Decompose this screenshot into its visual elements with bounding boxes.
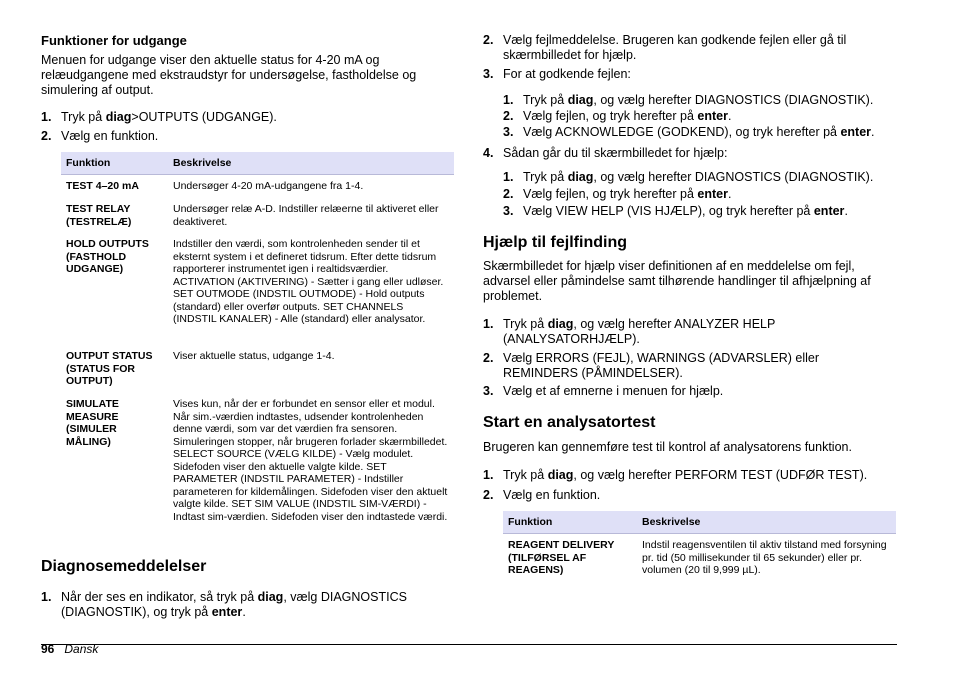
step-number: 3. — [483, 67, 494, 81]
table-row — [503, 539, 894, 577]
troubleshooting-intro: Skærmbilledet for hjælp viser definitionen af en meddelelse om fejl, advarsel eller påmindelse samt tilhørende handlinger til afhjælpning af problemet. — [483, 259, 871, 303]
analyzer-test-table — [503, 511, 896, 581]
help-substep-2 — [503, 187, 897, 202]
step-text: , og vælg herefter DIAGNOSTICS (DIAGNOSTIK). — [593, 170, 874, 184]
table-header — [61, 152, 454, 175]
step-number: 2. — [483, 33, 494, 47]
table-cell-function: TEST 4–20 mA — [66, 180, 139, 192]
step-number: 2. — [483, 488, 494, 502]
outputs-step-1 — [41, 110, 455, 125]
table-row — [61, 350, 448, 388]
step-text: . — [844, 204, 848, 218]
step-text: . — [727, 109, 732, 123]
step-bold: enter — [211, 605, 243, 619]
step-number: 4. — [483, 146, 494, 160]
step-text: . — [871, 125, 875, 139]
diag-step-2 — [483, 33, 883, 63]
step-text: , og vælg herefter ANALYZER HELP (ANALYSATORHJÆLP). — [503, 317, 776, 346]
diag-step-3 — [483, 67, 883, 82]
step-text: , vælg DIAGNOSTICS (DIAGNOSTIK), og tryk på — [61, 590, 407, 619]
section-heading-troubleshooting: Hjælp til fejlfinding — [483, 234, 627, 251]
table-cell-description: Viser aktuelle status, udgange 1-4. — [173, 350, 335, 362]
table-row — [61, 180, 448, 193]
table-cell-description: Undersøger 4-20 mA-udgangene fra 1-4. — [173, 180, 364, 192]
step-text: Vælg et af emnerne i menuen for hjælp. — [503, 384, 724, 398]
step-number: 1. — [503, 93, 514, 107]
step-text: Tryk på — [523, 170, 568, 184]
step-text: Tryk på — [503, 317, 548, 331]
step-bold: enter — [840, 125, 872, 139]
table-header-function: Funktion — [508, 515, 553, 528]
help-substep-3 — [503, 204, 897, 219]
step-text: Vælg fejlen, og tryk herefter på — [523, 187, 698, 201]
page-number: 96 — [41, 642, 55, 656]
table-cell-description: Vises kun, når der er forbundet en sensor eller et modul. Når sim.-værdien indtastes, udsender kontrolenheden denne værdi, som var det værdien fra sensoren. Simuleringen stopper, når brugeren forlader skærmbilledet. SELECT SOURCE (VÆLG KILDE) - Vælg modulet. Sidefoden viser den aktuelle valgte kilde. SET PARAMETER (INDSTIL PARAMETER) - Indstiller parameteren for kildemålingen. Sidefoden viser den aktuelt valgte kilde. SET SIM VALUE (INDSTIL SIM-VÆRDI) - Indtast sim-værdien. Sidefoden viser den indtastede værdi. — [173, 398, 448, 523]
step-number: 2. — [483, 351, 494, 365]
diag-step-4 — [483, 146, 883, 161]
step-number: 1. — [483, 468, 494, 482]
footer-rule — [41, 644, 897, 645]
step-number: 2. — [41, 129, 52, 143]
step-text: Tryk på — [503, 468, 548, 482]
table-cell-function: REAGENT DELIVERY (TILFØRSEL AF REAGENS) — [508, 539, 615, 576]
step-number: 3. — [483, 384, 494, 398]
step-text: For at godkende fejlen: — [503, 67, 631, 81]
step-text: Vælg en funktion. — [61, 129, 159, 143]
step-number: 2. — [503, 187, 514, 201]
step-text: Vælg fejlen, og tryk herefter på — [523, 109, 698, 123]
step-bold: diag — [105, 110, 132, 124]
step-text: Vælg fejlmeddelelse. Brugeren kan godkende fejlen eller gå til skærmbilledet for hjælp. — [503, 33, 847, 62]
step-number: 1. — [41, 590, 52, 604]
table-header — [503, 511, 896, 534]
troubleshooting-step-3 — [483, 384, 883, 399]
troubleshooting-step-1 — [483, 317, 843, 347]
step-bold: enter — [697, 109, 728, 123]
table-cell-function: SIMULATE MEASURE (SIMULER MÅLING) — [66, 398, 119, 448]
step-text: Vælg ACKNOWLEDGE (GODKEND), og tryk herefter på — [523, 125, 841, 139]
step-number: 2. — [503, 109, 514, 123]
step-bold: diag — [547, 317, 574, 331]
table-header-description: Beskrivelse — [642, 515, 701, 528]
table-cell-function: OUTPUT STATUS (STATUS FOR OUTPUT) — [66, 350, 153, 387]
section-heading-outputs: Funktioner for udgange — [41, 33, 187, 48]
section-heading-diagnostics: Diagnosemeddelelser — [41, 558, 207, 575]
outputs-table — [61, 152, 454, 542]
ack-substep-2 — [503, 109, 897, 124]
footer-language: Dansk — [64, 642, 99, 656]
step-bold: diag — [567, 170, 594, 184]
ack-substep-1 — [503, 93, 897, 108]
table-cell-description: Indstiller den værdi, som kontrolenheden sender til et eksternt system i et defineret tidsrum. Efter dette tidsrum rapporterer instrumentet igen i realtidsværdier. ACTIVATION (AKTIVERING) - Sætter i gang eller udløser. SET OUTMODE (INDSTIL OUTMODE) - Hold outputs (standard) eller overfør outputs. SET CHANNELS (INDSTIL KANALER) - Alle (standard) eller analysator. — [173, 238, 444, 325]
diagnostics-step-1 — [41, 590, 431, 620]
step-text: , og vælg herefter PERFORM TEST (UDFØR TEST). — [573, 468, 868, 482]
troubleshooting-step-2 — [483, 351, 843, 381]
step-bold: enter — [697, 187, 728, 201]
page-footer — [41, 642, 98, 656]
table-header-function: Funktion — [66, 156, 111, 169]
step-text: Vælg VIEW HELP (VIS HJÆLP), og tryk herefter på — [523, 204, 814, 218]
step-text: Sådan går du til skærmbilledet for hjælp: — [503, 146, 728, 160]
step-text: , og vælg herefter DIAGNOSTICS (DIAGNOSTIK). — [593, 93, 874, 107]
step-bold: diag — [257, 590, 284, 604]
step-number: 3. — [503, 204, 514, 218]
step-bold: enter — [813, 204, 845, 218]
step-text: Vælg ERRORS (FEJL), WARNINGS (ADVARSLER) eller REMINDERS (PÅMINDELSER). — [503, 351, 820, 380]
step-text: . — [242, 605, 246, 619]
table-header-description: Beskrivelse — [173, 156, 232, 169]
table-row — [61, 398, 448, 523]
step-number: 1. — [503, 170, 514, 184]
table-row — [61, 238, 448, 326]
step-number: 3. — [503, 125, 514, 139]
step-text: . — [727, 187, 732, 201]
table-cell-description: Indstil reagensventilen til aktiv tilstand med forsyning pr. tid (50 millisekunder til 65 sekunder) eller pr. volumen (20 til 9,999 µL). — [642, 539, 887, 576]
step-bold: diag — [567, 93, 594, 107]
table-cell-description: Undersøger relæ A-D. Indstiller relæerne til aktiveret eller deaktiveret. — [173, 203, 439, 228]
step-text: Tryk på — [523, 93, 568, 107]
step-bold: diag — [547, 468, 574, 482]
analyzer-test-step-2 — [483, 488, 893, 503]
step-text: Vælg en funktion. — [503, 488, 601, 502]
analyzer-test-intro: Brugeren kan gennemføre test til kontrol af analysatorens funktion. — [483, 440, 852, 454]
step-text: >OUTPUTS (UDGANGE). — [131, 110, 277, 124]
step-number: 1. — [41, 110, 52, 124]
analyzer-test-step-1 — [483, 468, 893, 483]
help-substep-1 — [503, 170, 897, 185]
table-cell-function: TEST RELAY (TESTRELÆ) — [66, 203, 132, 228]
step-text: Når der ses en indikator, så tryk på — [61, 590, 258, 604]
step-text: Tryk på — [61, 110, 106, 124]
table-cell-function: HOLD OUTPUTS (FASTHOLD UDGANGE) — [66, 238, 149, 275]
table-row — [61, 203, 448, 228]
outputs-intro: Menuen for udgange viser den aktuelle status for 4-20 mA og relæudgangene med ekstraudstyr for undersøgelse, fastholdelse og simulering af output. — [41, 53, 417, 97]
ack-substep-3 — [503, 125, 897, 140]
outputs-step-2 — [41, 129, 455, 144]
section-heading-analyzer-test: Start en analysatortest — [483, 414, 656, 431]
step-number: 1. — [483, 317, 494, 331]
